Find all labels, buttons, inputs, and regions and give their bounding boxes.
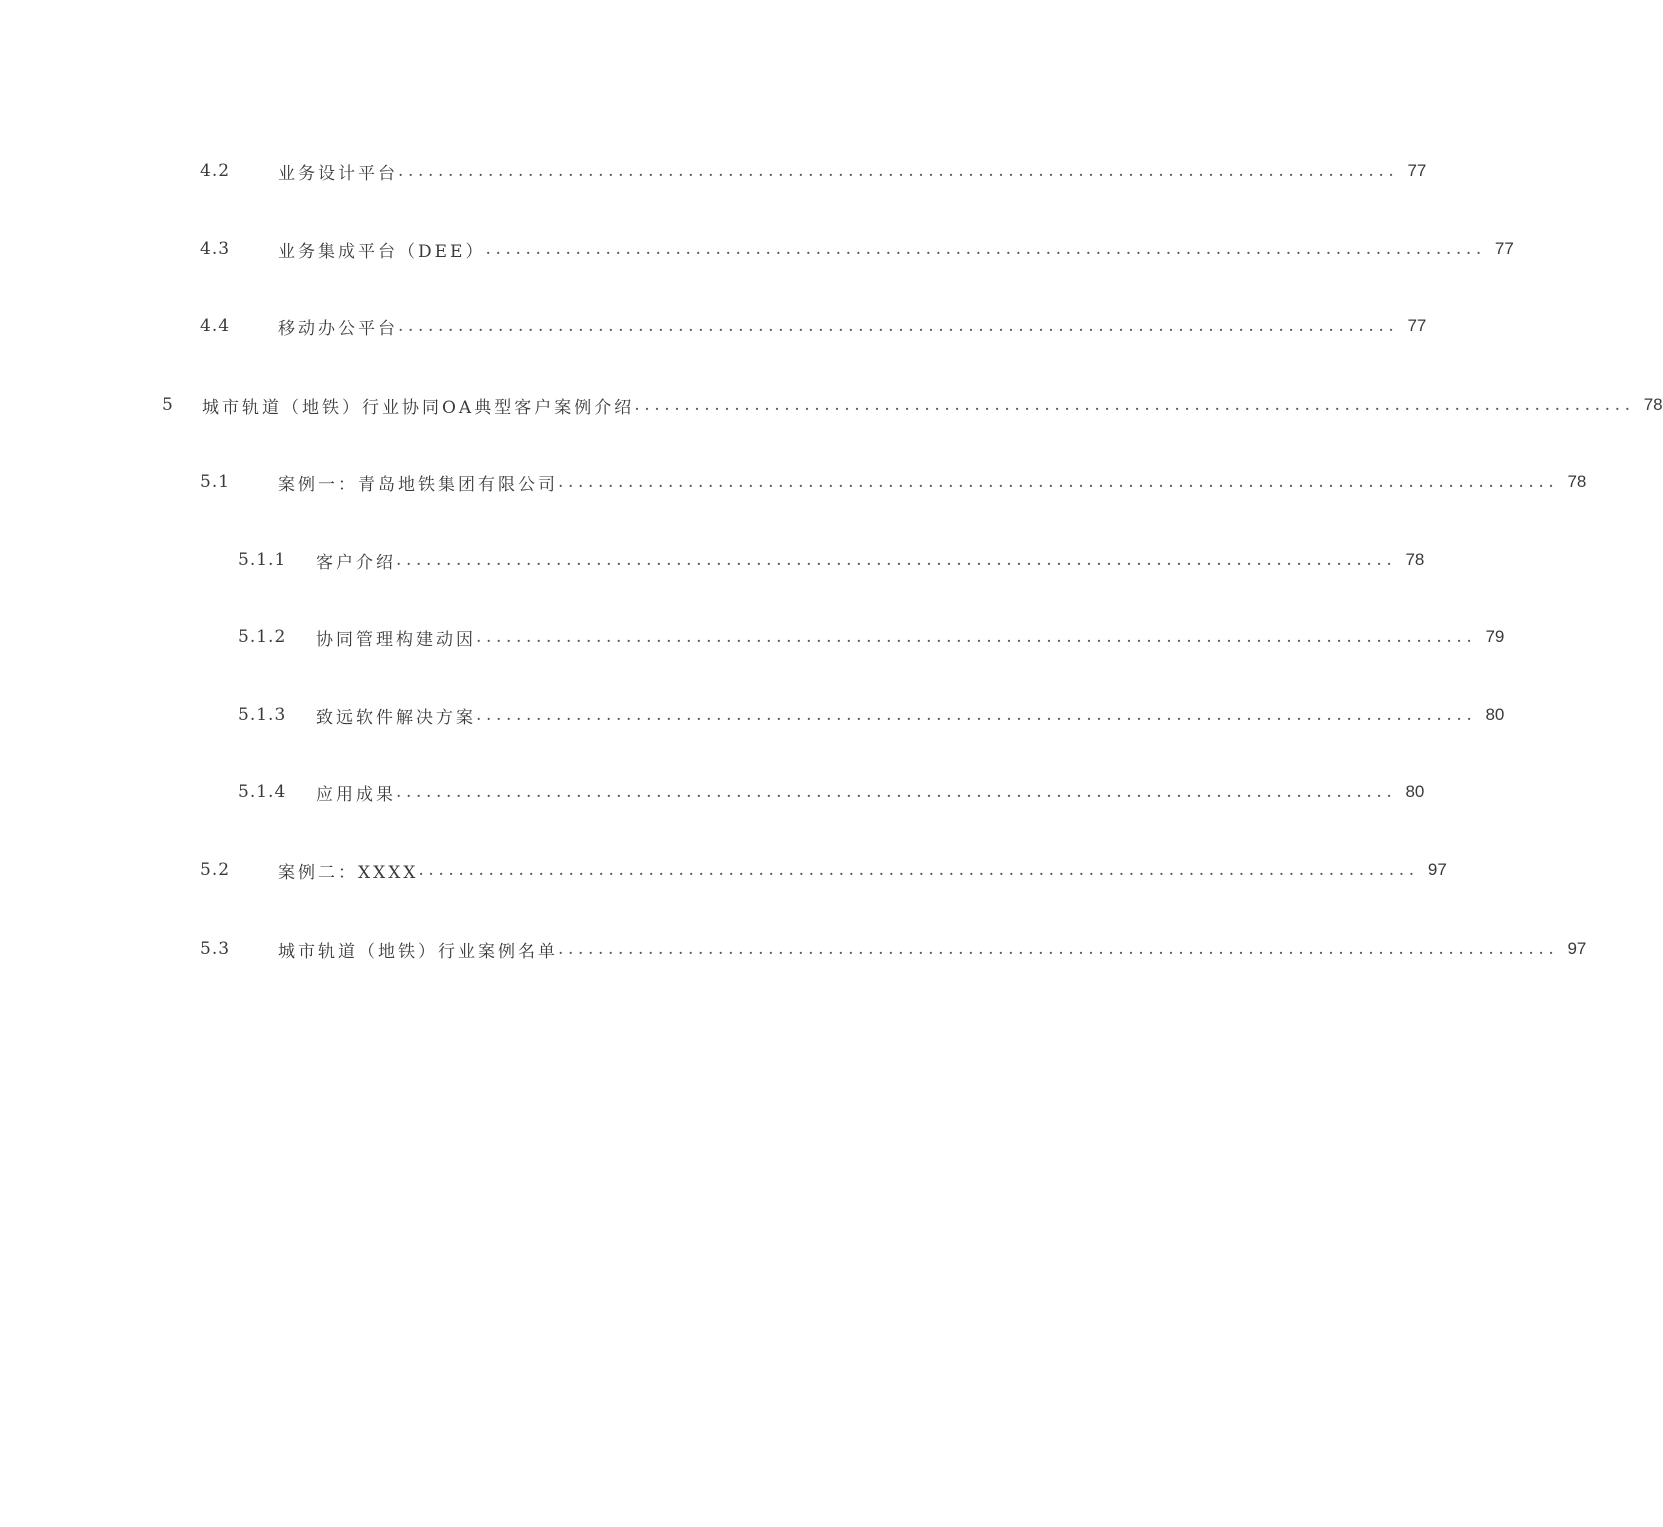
toc-entry[interactable] [238,700,1505,730]
toc-entry[interactable] [238,545,1425,575]
toc-dot-leader: .................................................................................................... [396,782,1397,802]
toc-entry-number: 5.1.1 [238,550,287,570]
toc-entry[interactable] [200,934,1587,964]
toc-entry-page: 97 [1427,860,1447,879]
toc-entry-title: 案例二：XXXX [278,862,419,883]
toc-entry-number: 5.2 [200,860,231,880]
toc-entry[interactable] [200,311,1427,341]
toc-entry[interactable] [162,390,1663,420]
toc-entry-title: 致远软件解决方案 [316,707,476,728]
toc-dot-leader: .................................................................................................... [398,316,1399,336]
toc-entry-page: 77 [1494,239,1514,258]
toc-entry-title: 城市轨道（地铁）行业案例名单 [278,941,558,962]
toc-entry-page: 79 [1485,627,1505,646]
toc-entry-title: 城市轨道（地铁）行业协同OA典型客户案例介绍 [202,397,635,418]
toc-entry[interactable] [200,467,1587,497]
toc-dot-leader: .................................................................................................... [558,939,1559,959]
toc-dot-leader: .................................................................................................... [558,472,1559,492]
toc-dot-leader: .................................................................................................... [476,627,1477,647]
toc-entry-number: 4.3 [200,239,231,259]
toc-entry-page: 78 [1405,550,1425,569]
toc-dot-leader: .................................................................................................... [418,860,1419,880]
toc-entry-number: 5.1.3 [238,705,287,725]
toc-dot-leader: .................................................................................................... [398,161,1399,181]
toc-entry[interactable] [200,234,1514,264]
toc-entry-title: 协同管理构建动因 [316,629,476,650]
toc-entry-page: 77 [1407,161,1427,180]
toc-entry-title: 客户介绍 [316,552,396,573]
toc-entry-page: 97 [1567,939,1587,958]
toc-entry-page: 78 [1567,472,1587,491]
toc-entry-title: 移动办公平台 [278,318,398,339]
toc-entry-number: 4.2 [200,161,231,181]
toc-entry-number: 5.3 [200,939,231,959]
toc-dot-leader: .................................................................................................... [485,239,1486,259]
toc-dot-leader: .................................................................................................... [476,705,1477,725]
toc-entry-number: 5.1 [200,472,231,492]
toc-entry[interactable] [200,855,1447,885]
toc-entry-page: 77 [1407,316,1427,335]
toc-entry-number: 5 [162,395,174,415]
toc-entry-page: 78 [1643,395,1663,414]
toc-entry-page: 80 [1405,782,1425,801]
toc-entry[interactable] [200,156,1427,186]
toc-entry-page: 80 [1485,705,1505,724]
toc-dot-leader: .................................................................................................... [396,550,1397,570]
toc-entry-title: 业务设计平台 [278,163,398,184]
toc-entry[interactable] [238,777,1425,807]
toc-entry-number: 5.1.2 [238,627,287,647]
toc-entry-number: 4.4 [200,316,231,336]
toc-dot-leader: .................................................................................................... [634,395,1635,415]
toc-entry-title: 应用成果 [316,784,396,805]
toc-entry-title: 案例一：青岛地铁集团有限公司 [278,474,558,495]
toc-entry[interactable] [238,622,1505,652]
toc-entry-number: 5.1.4 [238,782,287,802]
toc-entry-title: 业务集成平台（DEE） [278,241,486,262]
